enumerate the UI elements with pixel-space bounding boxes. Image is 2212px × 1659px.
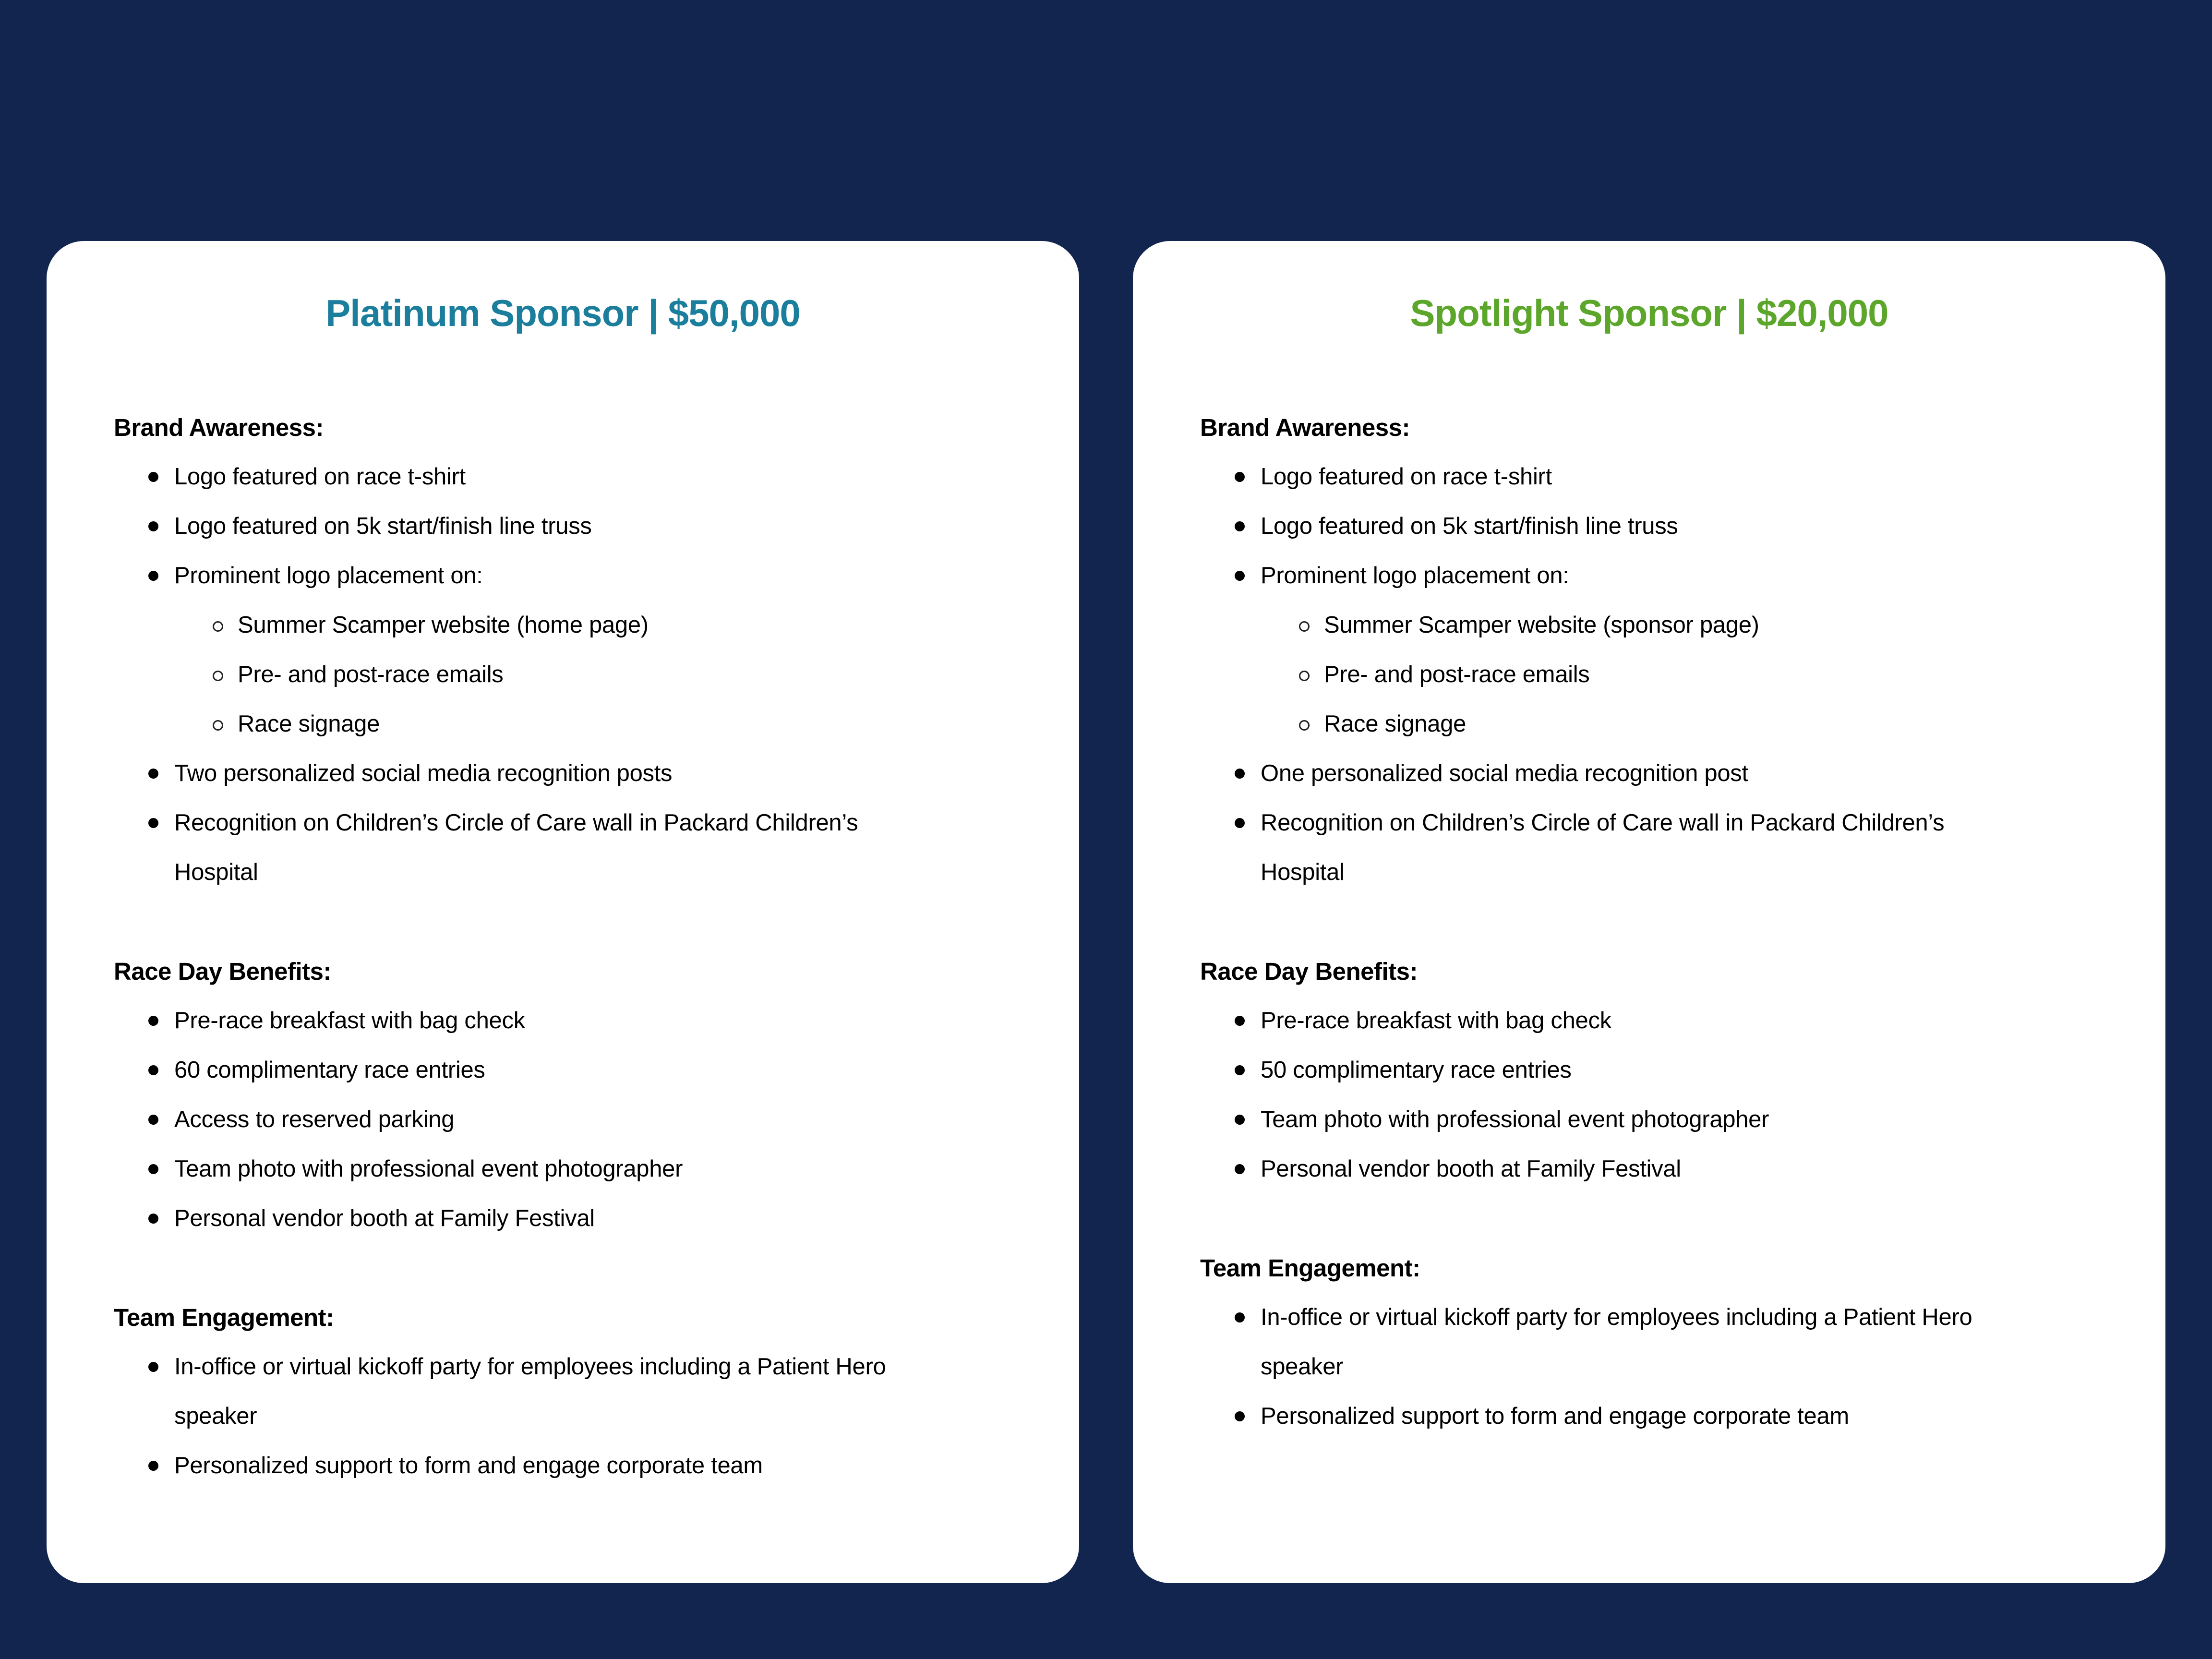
benefit-list bbox=[114, 1342, 1012, 1491]
bullet-item: Team photo with professional event photographer bbox=[114, 1144, 938, 1194]
bullet-item: Logo featured on 5k start/finish line truss bbox=[1200, 502, 2024, 551]
bullet-item: Personal vendor booth at Family Festival bbox=[114, 1194, 938, 1243]
section-heading: Brand Awareness: bbox=[114, 414, 324, 441]
section-team-engagement bbox=[1200, 1243, 2098, 1441]
benefit-list bbox=[1200, 996, 2098, 1194]
benefit-list bbox=[114, 452, 1012, 897]
bullet-item: Recognition on Children’s Circle of Care wall in Packard Children’s Hospital bbox=[1200, 798, 2024, 897]
bullet-item: Pre-race breakfast with bag check bbox=[114, 996, 938, 1046]
bullet-item: Personal vendor booth at Family Festival bbox=[1200, 1144, 2024, 1194]
bullet-item: Prominent logo placement on: bbox=[114, 551, 938, 601]
sub-bullet-item: Summer Scamper website (sponsor page) bbox=[1200, 601, 2087, 650]
section-heading: Brand Awareness: bbox=[1200, 414, 1410, 441]
bullet-item: Access to reserved parking bbox=[114, 1095, 938, 1144]
section-brand-awareness bbox=[114, 403, 1012, 897]
sponsor-card-platinum bbox=[47, 241, 1079, 1583]
section-team-engagement bbox=[114, 1293, 1012, 1491]
section-brand-awareness bbox=[1200, 403, 2098, 897]
card-title-platinum: Platinum Sponsor | $50,000 bbox=[325, 292, 800, 334]
bullet-item: Logo featured on race t-shirt bbox=[114, 452, 938, 502]
bullet-item: 60 complimentary race entries bbox=[114, 1046, 938, 1095]
section-heading: Race Day Benefits: bbox=[1200, 958, 1418, 985]
bullet-item: Logo featured on 5k start/finish line truss bbox=[114, 502, 938, 551]
card-title-spotlight: Spotlight Sponsor | $20,000 bbox=[1410, 292, 1888, 334]
benefit-list bbox=[1200, 452, 2098, 897]
bullet-item: One personalized social media recognition post bbox=[1200, 749, 2024, 798]
benefit-list bbox=[114, 996, 1012, 1243]
sub-bullet-item: Pre- and post-race emails bbox=[114, 650, 1001, 699]
benefit-list bbox=[1200, 1293, 2098, 1441]
bullet-item: Prominent logo placement on: bbox=[1200, 551, 2024, 601]
sub-bullet-item: Race signage bbox=[1200, 699, 2087, 749]
sponsor-cards-row bbox=[47, 241, 2165, 1583]
bullet-item: Logo featured on race t-shirt bbox=[1200, 452, 2024, 502]
bullet-item: Personalized support to form and engage corporate team bbox=[1200, 1392, 2024, 1441]
section-race-day-benefits bbox=[114, 947, 1012, 1243]
sponsor-card-spotlight bbox=[1133, 241, 2165, 1583]
bullet-item: Recognition on Children’s Circle of Care wall in Packard Children’s Hospital bbox=[114, 798, 938, 897]
bullet-item: Two personalized social media recognition posts bbox=[114, 749, 938, 798]
bullet-item: Team photo with professional event photographer bbox=[1200, 1095, 2024, 1144]
section-heading: Team Engagement: bbox=[1200, 1254, 1420, 1282]
bullet-item: In-office or virtual kickoff party for employees including a Patient Hero speaker bbox=[1200, 1293, 2024, 1392]
section-heading: Team Engagement: bbox=[114, 1304, 334, 1331]
bullet-item: Personalized support to form and engage corporate team bbox=[114, 1441, 938, 1491]
bullet-item: In-office or virtual kickoff party for employees including a Patient Hero speaker bbox=[114, 1342, 938, 1441]
sub-bullet-item: Summer Scamper website (home page) bbox=[114, 601, 1001, 650]
sub-bullet-item: Race signage bbox=[114, 699, 1001, 749]
bullet-item: 50 complimentary race entries bbox=[1200, 1046, 2024, 1095]
sub-bullet-item: Pre- and post-race emails bbox=[1200, 650, 2087, 699]
bullet-item: Pre-race breakfast with bag check bbox=[1200, 996, 2024, 1046]
section-race-day-benefits bbox=[1200, 947, 2098, 1194]
section-heading: Race Day Benefits: bbox=[114, 958, 332, 985]
